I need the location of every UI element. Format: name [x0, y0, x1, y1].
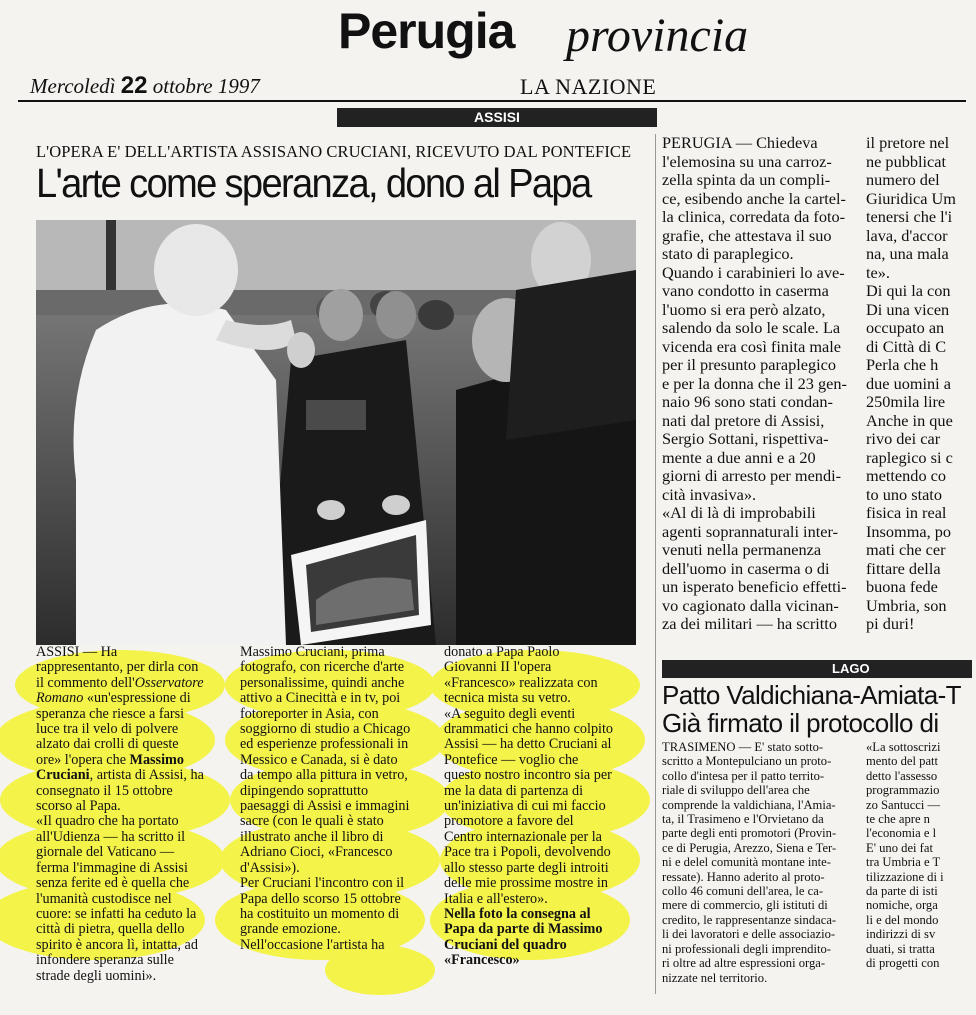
far-right-line: mati che cer: [866, 540, 946, 559]
lago-line: tilizzazione di i: [866, 869, 944, 884]
col1-line: Cruciani, artista di Assisi, ha: [36, 767, 204, 784]
col3-line: Italia e all'estero».: [444, 890, 548, 907]
lago-headline-2: Già firmato il protocollo di: [662, 708, 939, 738]
col2-line: attivo a Cinecittà e in tv, poi: [240, 690, 401, 707]
masthead-section: provincia: [566, 9, 749, 62]
col1-line: speranza che riesce a farsi: [36, 705, 185, 722]
right-line: Sergio Sottani, rispettiva-: [662, 429, 829, 448]
lago-line: collo 46 comuni dell'area, le ca-: [662, 884, 824, 899]
right-line: cità invasiva».: [662, 484, 757, 504]
right-article: [662, 134, 852, 634]
right-line: l'uomo si era però alzato,: [662, 299, 826, 319]
lago-line: duati, si tratta: [866, 941, 935, 956]
far-right-line: te».: [866, 262, 890, 282]
lago-line: ni e delel comunità montane inte-: [662, 855, 831, 870]
lago-line: zo Santucci —: [866, 797, 941, 812]
lago-line: collo d'intesa per il patto territo-: [662, 768, 825, 783]
col3-line: Giovanni II l'opera: [444, 659, 552, 676]
lago-headline-1: Patto Valdichiana-Amiata-T: [662, 680, 961, 710]
col3-line: drammatici che hanno colpito: [444, 721, 614, 738]
col2-line: grande emozione.: [240, 921, 341, 938]
col1-line: Romano «un'espressione di: [36, 690, 191, 707]
lago-line: li e del mondo: [866, 912, 939, 927]
right-line: mente a due anni e a 20: [662, 447, 816, 467]
lago-line: di progetti con: [866, 956, 940, 971]
col1-line: «Il quadro che ha portato: [36, 813, 179, 830]
col2-line: d'Assisi»).: [240, 859, 300, 876]
col2-line: fotografo, con ricerche d'arte: [240, 659, 405, 676]
col2-line: ed esperienze professionali in: [240, 736, 409, 753]
right-line: naio 96 sono stati condan-: [662, 392, 833, 411]
col2-line: Messico e Canada, si è dato: [240, 751, 398, 768]
lago-line: ta, il Trasimeno e l'Orvietano da: [662, 812, 824, 827]
right-line: zella spinta da un compli-: [662, 170, 831, 189]
caption-line: Cruciani del quadro: [444, 936, 567, 953]
far-right-line: raplegico si c: [866, 447, 953, 467]
col1-line: consegnato il 15 ottobre: [36, 782, 173, 799]
lago-line: indirizzi di sv: [866, 927, 936, 942]
masthead-rule: [18, 100, 966, 102]
col1-line: città di pietra, quella dello: [36, 921, 185, 938]
right-line: vicenda era così finita male: [662, 336, 842, 356]
right-line: Quando i carabinieri lo ave-: [662, 262, 845, 282]
right-line: venuti nella permanenza: [662, 540, 822, 559]
col2-line: da tempo alla pittura in vetro,: [240, 767, 408, 784]
col3-line: tecnica mista su vetro.: [444, 690, 571, 707]
col1-line: scorso al Papa.: [36, 798, 121, 815]
right-line: dell'uomo in caserma o di: [662, 558, 830, 578]
lago-line: ressate). Hanno aderito al proto-: [662, 869, 825, 884]
col1-line: rappresentanto, per dirla con: [36, 659, 199, 676]
far-right-line: tenersi che l'i: [866, 207, 953, 226]
col1-line: infondere speranza sulle: [36, 952, 174, 969]
col1-line: l'umanità custodisce nel: [36, 890, 172, 907]
far-right-line: Perla che h: [866, 355, 939, 374]
col3-line: Pace tra i Popoli, devolvendo: [444, 844, 611, 861]
col3-line: «Francesco» realizzata con: [444, 674, 598, 691]
far-right-line: buona fede: [866, 577, 938, 596]
col2-line: dipingendo soprattutto: [240, 782, 369, 799]
col2-line: Nell'occasione l'artista ha: [240, 936, 385, 953]
far-right-line: Umbria, son: [866, 595, 947, 615]
col2-line: Per Cruciani l'incontro con il: [240, 875, 405, 892]
far-right-article: [866, 134, 970, 634]
lago-line: te che apre n: [866, 812, 930, 827]
lago-line: programmazio: [866, 783, 940, 798]
lago-line: tra Umbria e T: [866, 855, 941, 870]
right-line: za dei militari — ha scritto: [662, 614, 837, 633]
far-right-line: Di qui la con: [866, 281, 951, 300]
caption-line: Nella foto la consegna al: [444, 905, 591, 922]
right-line: agenti soprannaturali inter-: [662, 521, 838, 541]
col1-line: alzato dai crolli di queste: [36, 736, 179, 753]
lago-column-2: [866, 740, 970, 971]
right-line: «Al di là di improbabili: [662, 503, 816, 522]
right-line: salendo da solo le scale. La: [662, 318, 841, 337]
far-right-line: numero del: [866, 170, 940, 189]
far-right-line: ne pubblicat: [866, 151, 947, 171]
right-line: l'elemosina su una carroz-: [662, 151, 832, 171]
lago-line: parte degli enti promotori (Provin-: [662, 826, 837, 841]
lago-line: riale di sviluppo dell'area che: [662, 783, 810, 798]
col3-line: un'iniziativa di cui mi faccio: [444, 798, 606, 815]
right-line: ce, esibendo anche la cartel-: [662, 188, 846, 208]
col3-line: me la data di partenza di: [444, 782, 584, 799]
section-bar-assisi: ASSISI: [337, 108, 657, 127]
article-column-3: [444, 645, 640, 969]
lago-line: E' uno dei fat: [866, 840, 933, 855]
lago-line: ri oltre ad altre espressioni orga-: [662, 956, 826, 971]
col3-line: allo stesso parte degli introiti: [444, 859, 609, 876]
date-month-year: ottobre 1997: [152, 74, 260, 98]
col2-line: fotoreporter in Asia, con: [240, 705, 379, 722]
col1-line: spirito è ancora lì, intatta, ad: [36, 936, 198, 953]
article-photo: [36, 220, 636, 645]
lago-line: nizzate nel territorio.: [662, 970, 768, 985]
lago-line: ni professionali degli imprendito-: [662, 941, 831, 956]
far-right-line: mettendo co: [866, 466, 947, 485]
col3-line: «A seguito degli eventi: [444, 705, 576, 722]
right-line: vano condotto in caserma: [662, 281, 829, 300]
far-right-line: pi duri!: [866, 614, 915, 633]
right-line: e per la donna che il 23 gen-: [662, 373, 847, 393]
section-bar-lago: LAGO: [662, 660, 972, 678]
far-right-line: fisica in real: [866, 503, 947, 522]
photo-pope-receives-painting: [36, 220, 636, 645]
lago-line: ce di Perugia, Arezzo, Siena e Ter-: [662, 840, 837, 855]
right-line: stato di paraplegico.: [662, 244, 794, 263]
masthead-city: Perugia: [338, 3, 515, 59]
far-right-line: di Città di C: [866, 336, 947, 356]
lago-line: TRASIMENO — E' stato sotto-: [662, 740, 824, 754]
col1-line: senza ferite ed è quella che: [36, 875, 190, 892]
col2-line: paesaggi di Assisi e immagini: [240, 798, 410, 815]
far-right-line: il pretore nel: [866, 134, 950, 152]
col1-line: ferma l'immagine di Assisi: [36, 859, 188, 876]
col2-line: personalissime, quindi anche: [240, 674, 405, 691]
article-kicker: L'OPERA E' DELL'ARTISTA ASSISANO CRUCIANI, RICEVUTO DAL PONTEFICE: [36, 142, 632, 161]
lago-line: detto l'assesso: [866, 768, 938, 783]
col2-line: Adriano Cioci, «Francesco: [240, 844, 393, 861]
lago-line: mere di commercio, gli istituti di: [662, 898, 828, 913]
col3-line: promotore a favore del: [444, 813, 574, 830]
far-right-line: to uno stato: [866, 484, 942, 504]
article-column-1: [36, 645, 232, 984]
col2-line: illustrato anche il libro di: [240, 828, 384, 845]
col1-line: ore» l'opera che Massimo: [36, 751, 184, 768]
date-weekday: Mercoledì: [30, 74, 116, 98]
article-column-2: [240, 645, 436, 953]
col1-line: cuore: se infatti ha ceduto la: [36, 905, 197, 922]
far-right-line: occupato an: [866, 318, 945, 337]
col2-line: ha costituito un momento di: [240, 905, 400, 922]
lago-line: credito, le rappresentanze sindaca-: [662, 912, 837, 927]
far-right-line: lava, d'accor: [866, 225, 948, 245]
far-right-line: na, una mala: [866, 244, 949, 263]
col3-line: Pontefice — voglio che: [444, 751, 579, 768]
lago-line: da parte di isti: [866, 884, 938, 899]
lago-line: li dei lavoratori e delle associazio-: [662, 927, 836, 942]
lago-line: l'economia e l: [866, 826, 937, 841]
right-line: un isperato beneficio effetti-: [662, 577, 847, 596]
far-right-line: fittare della: [866, 558, 941, 578]
col1-line: ASSISI — Ha: [36, 644, 118, 660]
far-right-line: rivo dei car: [866, 429, 941, 448]
lago-line: comprende la valdichiana, l'Amia-: [662, 797, 836, 812]
col3-line: donato a Papa Paolo: [444, 644, 560, 660]
right-line: la clinica, corredata da foto-: [662, 207, 846, 226]
article-headline: L'arte come speranza, dono al Papa: [36, 160, 591, 206]
col2-line: sacre (con le quali è stato: [240, 813, 384, 830]
col1-line: luce tra il velo di polvere: [36, 721, 179, 738]
dateline: [30, 72, 260, 100]
col1-line: il commento dell'Osservatore: [36, 674, 204, 691]
col3-line: Assisi — ha detto Cruciani al: [444, 736, 612, 753]
col2-line: Papa dello scorso 15 ottobre: [240, 890, 401, 907]
far-right-line: Anche in que: [866, 410, 953, 430]
right-line: grafie, che attestava il suo: [662, 225, 832, 245]
far-right-line: due uomini a: [866, 373, 952, 393]
col3-line: delle mie prossime mostre in: [444, 875, 608, 892]
date-day: 22: [120, 72, 148, 99]
col1-line: strade degli uomini».: [36, 967, 157, 984]
col2-line: Massimo Cruciani, prima: [240, 644, 385, 660]
lago-line: mento del patt: [866, 754, 939, 769]
caption-line: Papa da parte di Massimo: [444, 921, 603, 938]
right-line: vo cagionato dalla vicinan-: [662, 595, 839, 615]
lago-column-1: [662, 740, 852, 985]
lago-line: «La sottoscrizi: [866, 740, 941, 754]
col3-line: Centro internazionale per la: [444, 828, 602, 845]
col1-line: all'Udienza — ha scritto il: [36, 828, 186, 845]
col1-line: giornale del Vaticano —: [36, 844, 175, 861]
newspaper-name: LA NAZIONE: [520, 74, 657, 99]
caption-line: «Francesco»: [444, 952, 520, 969]
right-line: PERUGIA — Chiedeva: [662, 133, 818, 152]
lago-line: scritto a Montepulciano un proto-: [662, 754, 832, 769]
far-right-line: Insomma, po: [866, 521, 952, 541]
lago-line: nomiche, orga: [866, 898, 938, 913]
right-line: nati dal pretore di Assisi,: [662, 410, 825, 430]
right-line: giorni di arresto per mendi-: [662, 466, 842, 485]
right-line: per il presunto paraplegico: [662, 355, 837, 374]
column-divider: [655, 134, 656, 994]
col2-line: soggiorno di studio a Chicago: [240, 721, 411, 738]
col3-line: questo nostro incontro sia per: [444, 767, 612, 784]
far-right-line: Di una vicen: [866, 299, 950, 319]
far-right-line: 250mila lire: [866, 392, 946, 411]
far-right-line: Giuridica Um: [866, 188, 956, 208]
